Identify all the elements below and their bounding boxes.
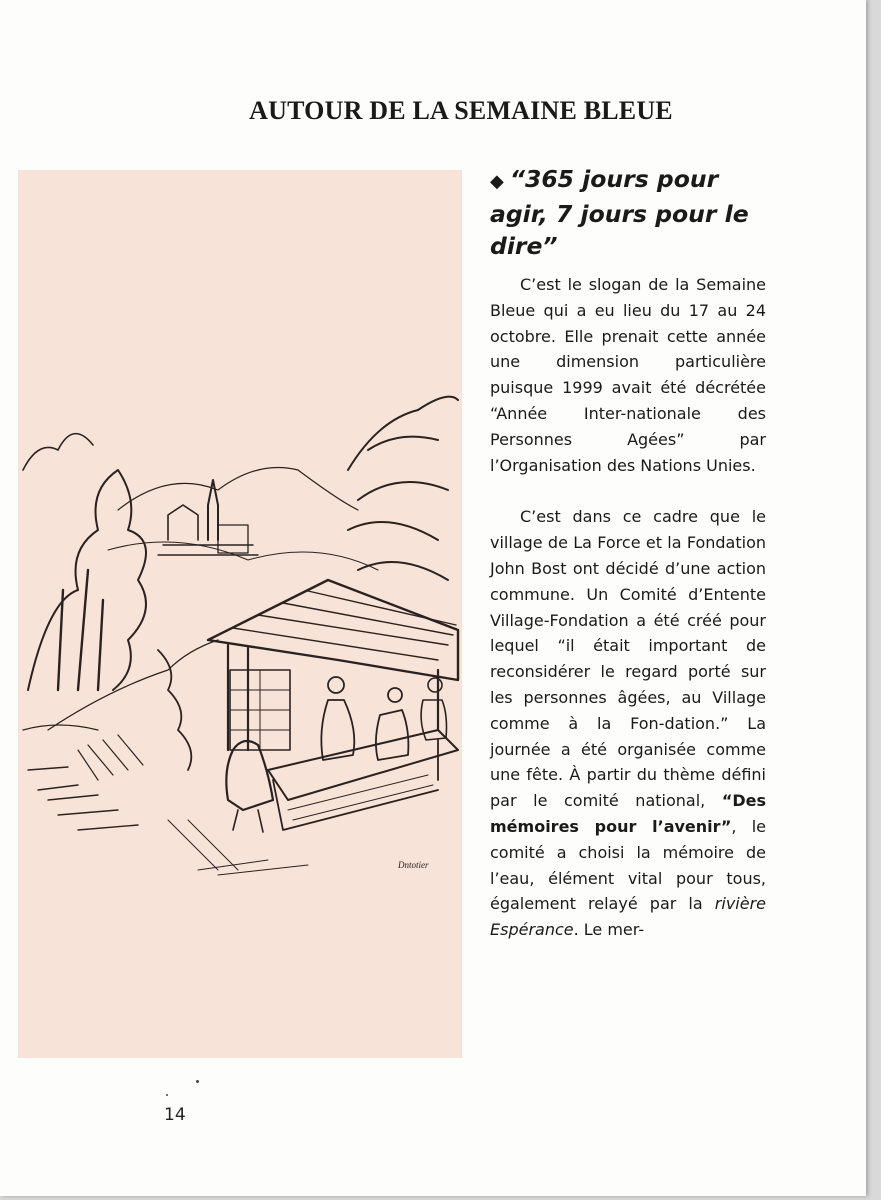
article-heading — [490, 163, 766, 262]
river-name: rivière Espérance — [490, 894, 766, 940]
paragraph-2-part-2: , le comité a choisi la mémoire de l’eau, élément vital pour tous, également relayé par la — [490, 816, 766, 914]
page-number: 14 — [164, 1105, 186, 1125]
print-speck — [166, 1094, 168, 1096]
lavoir-drawing-icon — [18, 170, 462, 1058]
illustration-signature: Dntotier — [398, 860, 429, 870]
article-body — [490, 272, 766, 943]
theme-quote: “Des mémoires pour l’avenir” — [490, 791, 767, 836]
paragraph-1: C’est le slogan de la Semaine Bleue qui a eu lieu du 17 au 24 octobre. Elle prenait cette année une dimension particulière puisque 1999 avait été décrétée “Année Inter-nationale des Personnes Agées” par l’Organisation des Nations Unies. — [490, 275, 766, 475]
diamond-bullet-icon: ◆ — [490, 171, 504, 192]
article-heading-text: “365 jours pour agir, 7 jours pour le dire” — [490, 165, 749, 260]
print-speck — [196, 1080, 199, 1083]
illustration-panel — [18, 170, 462, 1058]
page-title: AUTOUR DE LA SEMAINE BLEUE — [249, 96, 673, 125]
paragraph-2-part-1: C’est dans ce cadre que le village de La Force et la Fondation John Bost ont décidé d’une action commune. Un Comité d’Entente Village-Fondation a été créé pour lequel “il était important de reconsidérer le regard porté sur les personnes âgées, au Village comme à la Fon-dation.” La journée a été organisée comme une fête. À partir du thème défini par le comité national, — [490, 507, 766, 811]
paragraph-2-part-3: . Le mer- — [573, 920, 645, 940]
paragraph-2 — [490, 504, 766, 943]
